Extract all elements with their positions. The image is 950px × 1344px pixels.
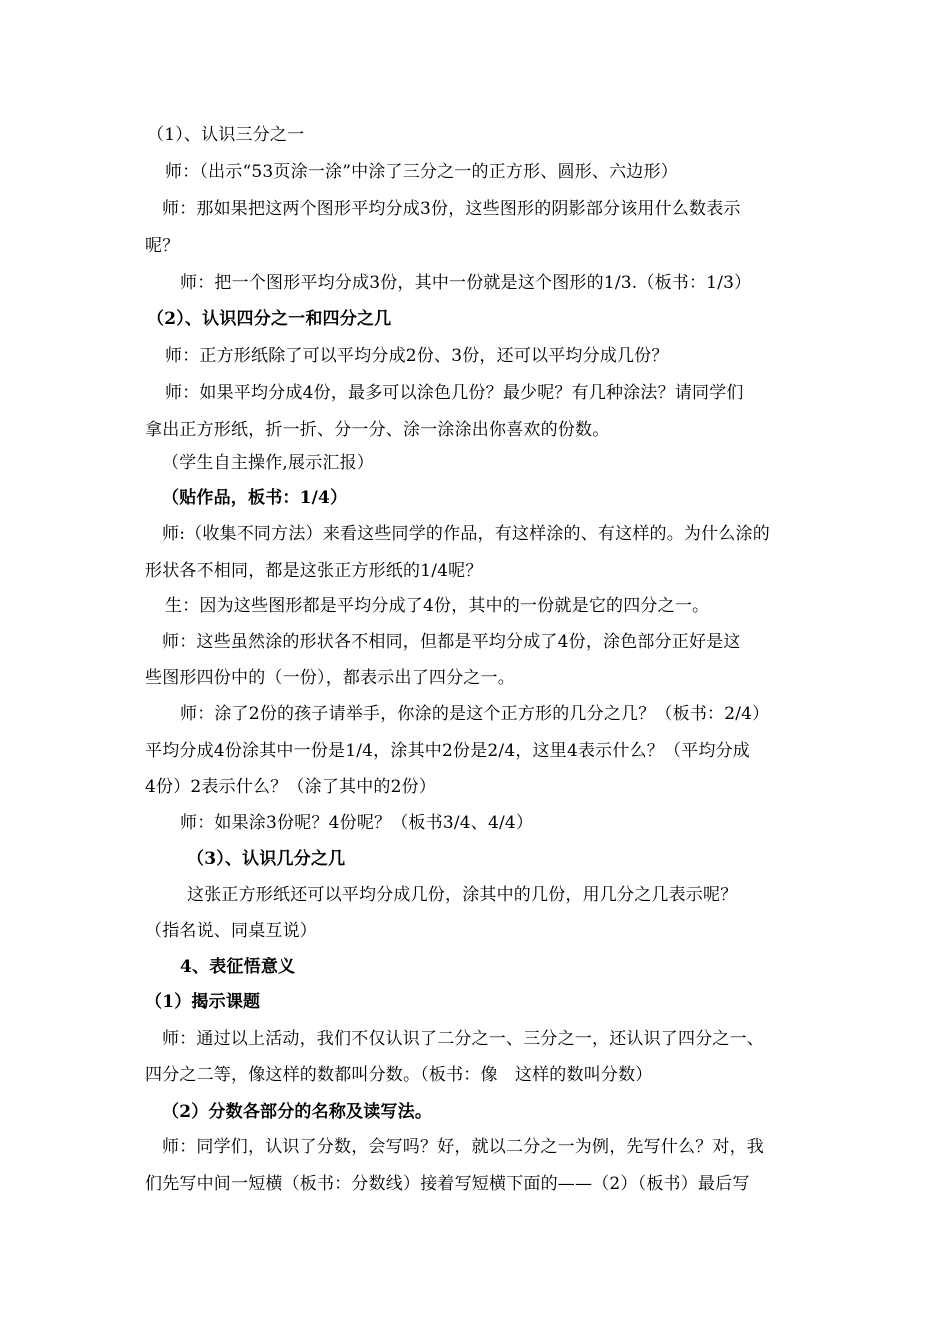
paragraph-line: 拿出正方形纸，折一折、分一分、涂一涂涂出你喜欢的份数。: [145, 420, 610, 440]
paragraph-line: 师：把一个图形平均分成3份，其中一份就是这个图形的1/3.（板书：1/3）: [180, 273, 752, 293]
paragraph-line: 们先写中间一短横（板书：分数线）接着写短横下面的——（2）（板书）最后写: [145, 1174, 750, 1194]
paragraph-line: 4份）2表示什么？（涂了其中的2份）: [145, 777, 437, 797]
board-note: （贴作品，板书：1/4）: [162, 488, 348, 508]
paragraph-line: 形状各不相同，都是这张正方形纸的1/4呢？: [145, 561, 483, 581]
paragraph-line: 这张正方形纸还可以平均分成几份，涂其中的几份，用几分之几表示呢？: [187, 885, 738, 905]
subheading-parts: （2）分数各部分的名称及读写法。: [162, 1102, 433, 1122]
paragraph-line: 师：涂了2份的孩子请举手，你涂的是这个正方形的几分之几？（板书：2/4）: [180, 704, 770, 724]
paragraph-line: 师：这些虽然涂的形状各不相同，但都是平均分成了4份，涂色部分正好是这: [162, 632, 741, 652]
paragraph-line: 些图形四份中的（一份），都表示出了四分之一。: [145, 668, 515, 688]
subheading-topic: （1）揭示课题: [145, 992, 261, 1012]
paragraph-line: 平均分成4份涂其中一份是1/4，涂其中2份是2/4，这里4表示什么？（平均分成: [145, 741, 750, 761]
section-heading-quarters: （2）、认识四分之一和四分之几: [147, 309, 392, 329]
paragraph-line: 呢？: [145, 236, 180, 256]
paragraph-line: 师：同学们，认识了分数，会写吗？好，就以二分之一为例，先写什么？对，我: [162, 1137, 764, 1157]
paragraph-line: 师：如果平均分成4份，最多可以涂色几份？最少呢？有几种涂法？请同学们: [165, 383, 744, 403]
paragraph-line: 生：因为这些图形都是平均分成了4份，其中的一份就是它的四分之一。: [165, 596, 710, 616]
section-heading-one-third: （1）、认识三分之一: [147, 125, 305, 145]
paragraph-line: （指名说、同桌互说）: [145, 921, 317, 941]
paragraph-line: 师：通过以上活动，我们不仅认识了二分之一、三分之一，还认识了四分之一、: [162, 1029, 764, 1049]
section-heading-fractions: （3）、认识几分之几: [187, 849, 346, 869]
paragraph-line: （学生自主操作,展示汇报）: [162, 453, 375, 473]
paragraph-line: 师：那如果把这两个图形平均分成3份，这些图形的阴影部分该用什么数表示: [162, 199, 741, 219]
paragraph-line: 师：正方形纸除了可以平均分成2份、3份，还可以平均分成几份？: [165, 346, 669, 366]
section-heading-meaning: 4、表征悟意义: [180, 957, 296, 977]
paragraph-line: 师：（出示“53页涂一涂”中涂了三分之一的正方形、圆形、六边形）: [165, 162, 678, 182]
paragraph-line: 四分之二等，像这样的数都叫分数。（板书：像 这样的数叫分数）: [145, 1065, 653, 1085]
paragraph-line: 师：如果涂3份呢？4份呢？（板书3/4、4/4）: [180, 813, 534, 833]
paragraph-line: 师:（收集不同方法）来看这些同学的作品，有这样涂的、有这样的。为什么涂的: [162, 524, 770, 544]
